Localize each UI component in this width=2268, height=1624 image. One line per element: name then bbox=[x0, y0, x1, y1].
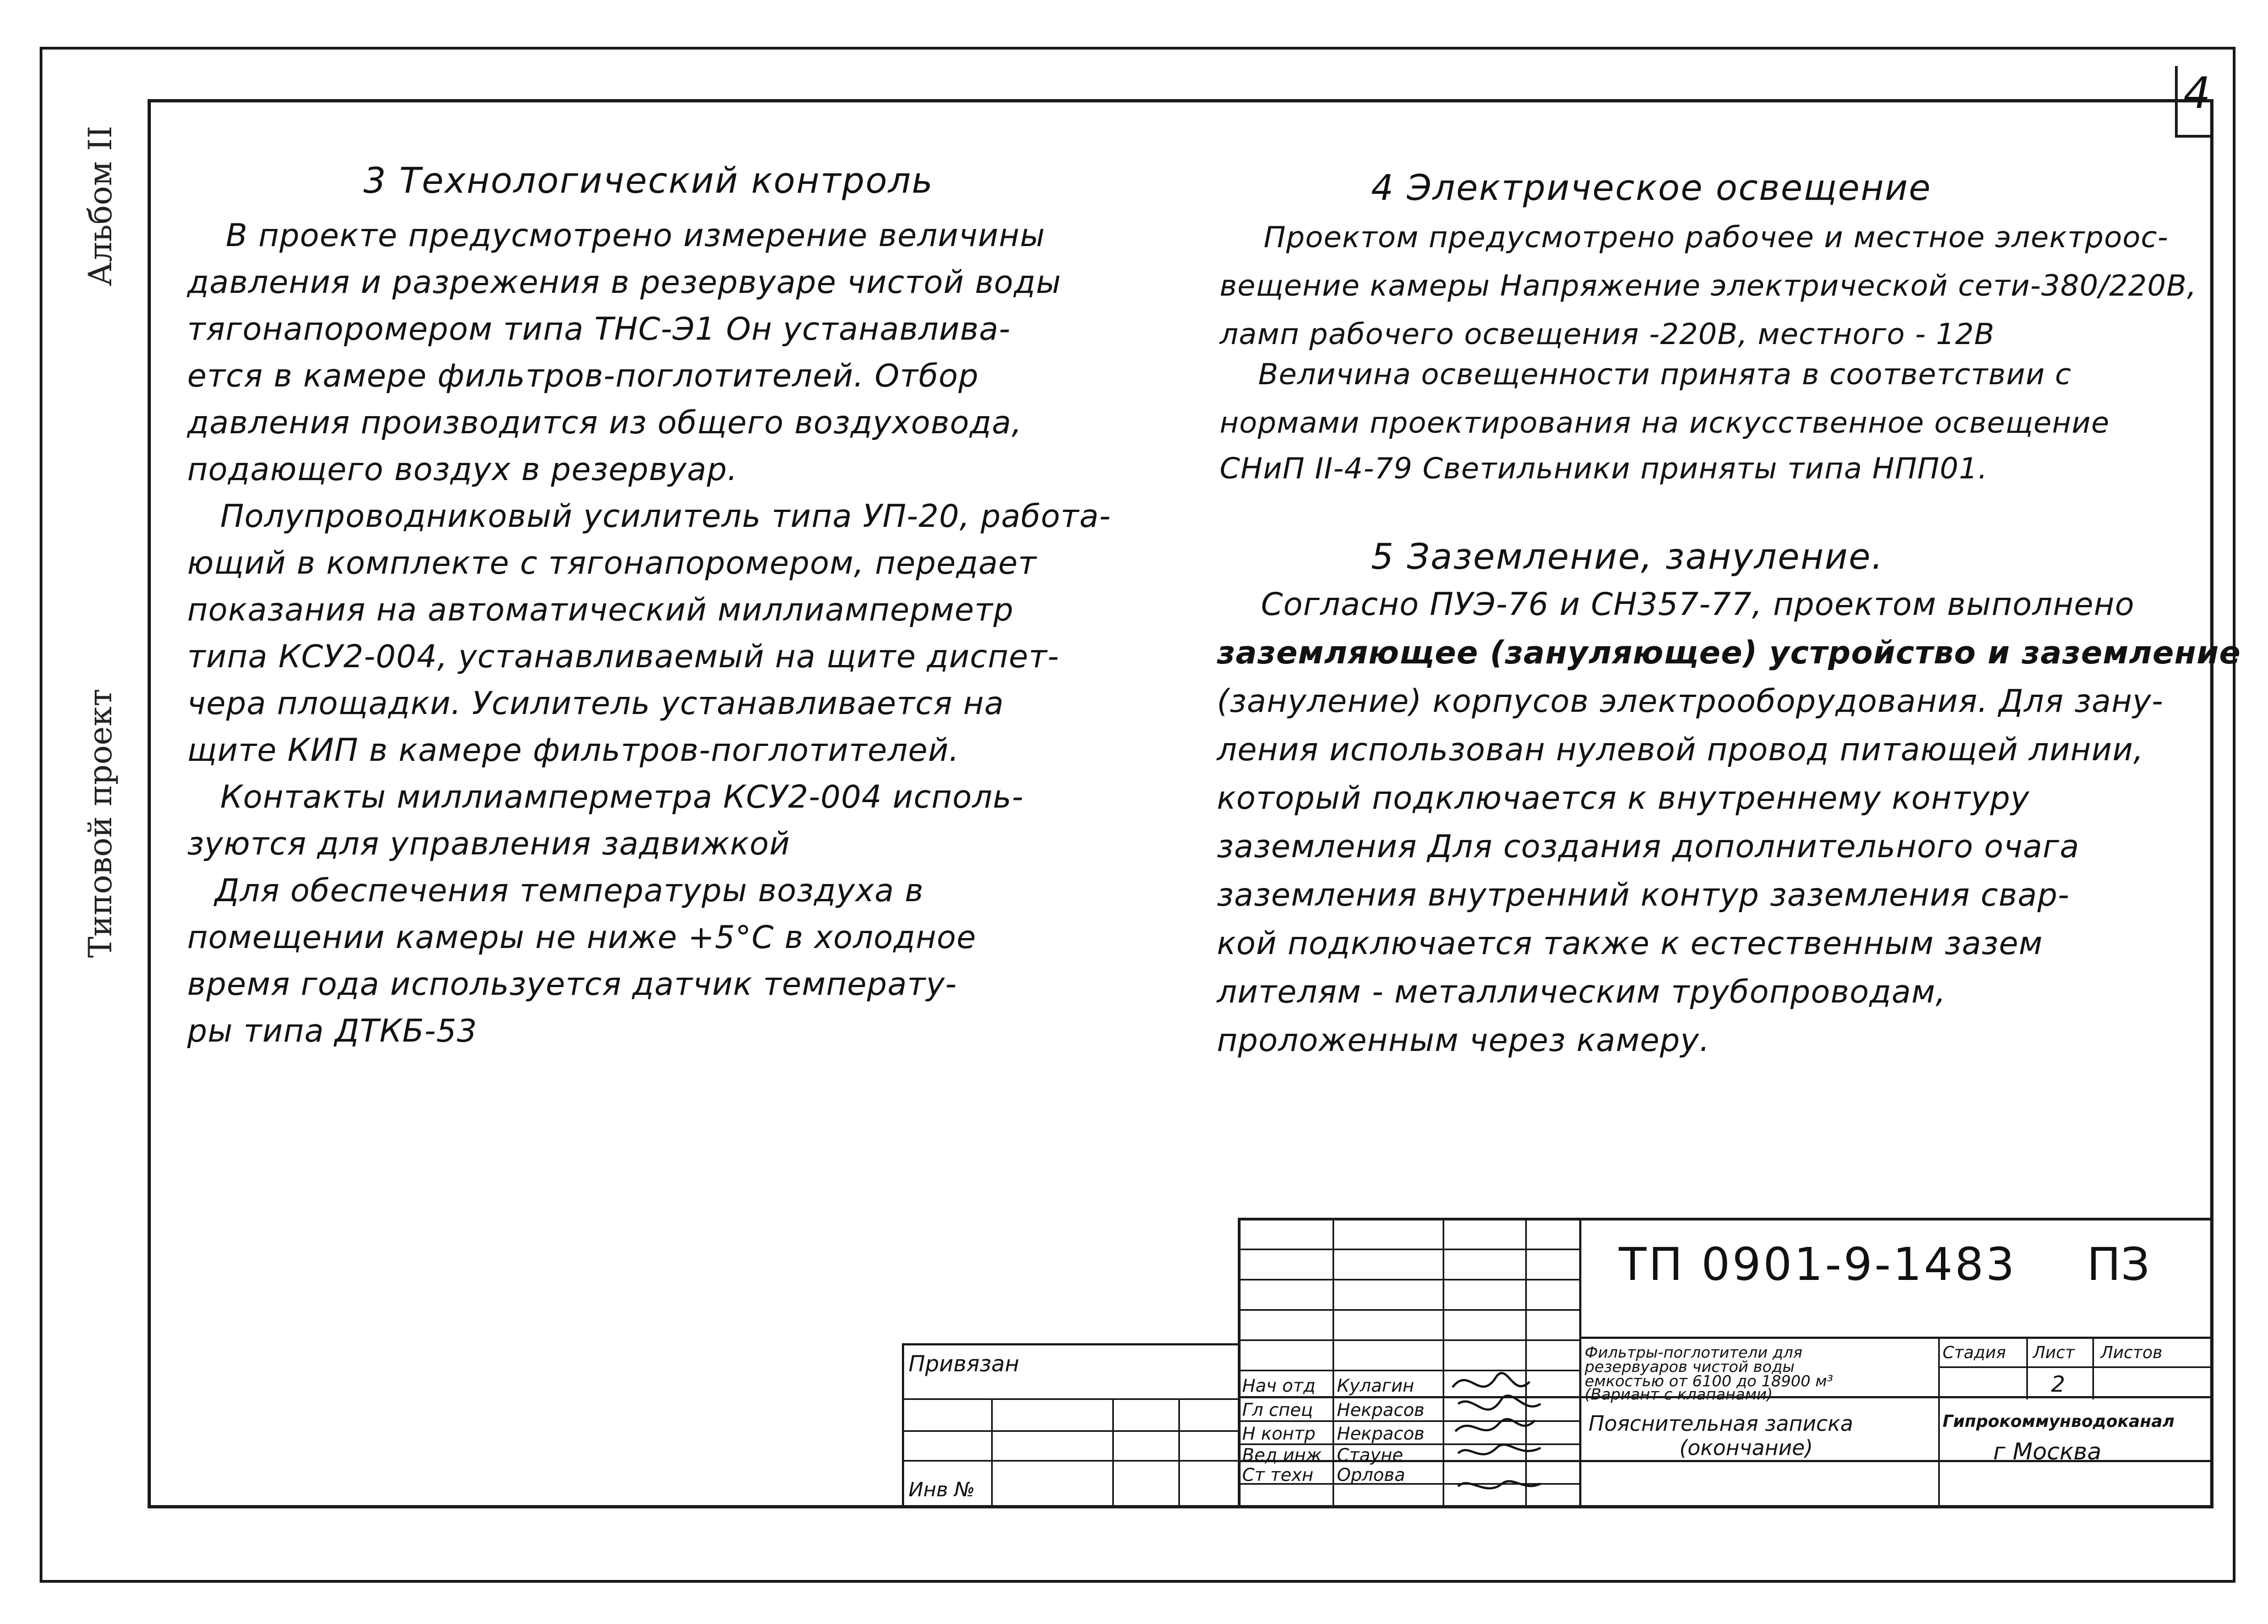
text-line: типа КСУ2-004, устанавливаемый на щите диспет- bbox=[187, 639, 1059, 675]
privyazan-row3 bbox=[902, 1460, 1238, 1462]
text-line: тягонапоромером типа ТНС-Э1 Он устанавлива- bbox=[187, 311, 1011, 347]
stamp-code-bottom bbox=[1579, 1337, 2213, 1339]
section4-title: 4 Электрическое освещение bbox=[1371, 168, 1932, 209]
inner-frame-bottom bbox=[148, 1505, 2213, 1508]
stamp-vline bbox=[1579, 1218, 1581, 1506]
role-label: Ст техн bbox=[1242, 1464, 1314, 1485]
doc-title-line: (окончание) bbox=[1679, 1436, 1813, 1460]
stamp-top bbox=[1238, 1218, 2213, 1220]
inner-frame-top bbox=[148, 99, 2213, 102]
privyazan-col2 bbox=[1112, 1398, 1114, 1506]
stamp-vline-right3 bbox=[2092, 1337, 2094, 1399]
text-line: время года используется датчик температу- bbox=[187, 966, 958, 1002]
privyazan-label: Привязан bbox=[909, 1351, 1020, 1377]
signatures bbox=[1447, 1365, 1579, 1508]
text-line: В проекте предусмотрено измерение величины bbox=[226, 217, 1046, 254]
text-line: помещении камеры не ниже +5°С в холодное bbox=[187, 919, 977, 956]
person-name: Орлова bbox=[1337, 1464, 1405, 1485]
text-line: подающего воздух в резервуар. bbox=[187, 451, 738, 488]
object-title-line: резервуаров чистой воды bbox=[1585, 1358, 1795, 1376]
text-line: который подключается к внутреннему контуру bbox=[1217, 780, 2030, 816]
city: г Москва bbox=[1993, 1438, 2102, 1465]
text-line: ется в камере фильтров-поглотителей. Отбор bbox=[187, 358, 979, 394]
text-line: Согласно ПУЭ-76 и СН357-77, проектом выполнено bbox=[1261, 586, 2135, 623]
text-line: Контакты миллиамперметра КСУ2-004 исполь- bbox=[220, 779, 1024, 815]
stamp-hline-right bbox=[1938, 1366, 2213, 1368]
text-line: щите КИП в камере фильтров-поглотителей. bbox=[187, 732, 960, 769]
text-line: заземления внутренний контур заземления свар- bbox=[1217, 877, 2070, 913]
text-line: проложенным через камеру. bbox=[1217, 1022, 1710, 1059]
sheet-label: Лист bbox=[2033, 1343, 2075, 1363]
text-line: кой подключается также к естественным зазем bbox=[1217, 925, 2043, 962]
role-label: Н контр bbox=[1242, 1423, 1316, 1444]
person-name: Стауне bbox=[1337, 1445, 1404, 1465]
text-line: заземляющее (зануляющее) устройство и заземление bbox=[1217, 635, 2241, 671]
sheet-value: 2 bbox=[2051, 1372, 2065, 1397]
sheet-number: 4 bbox=[2183, 69, 2211, 118]
section5-title: 5 Заземление, зануление. bbox=[1371, 537, 1884, 577]
outer-frame-left bbox=[40, 47, 42, 1583]
stamp-hline bbox=[1238, 1279, 1579, 1280]
stage-label: Стадия bbox=[1943, 1343, 2006, 1363]
object-title-line: (Вариант с клапанами) bbox=[1585, 1385, 1773, 1403]
project-type-label: Типовой проект bbox=[81, 689, 119, 958]
inv-no-label: Инв № bbox=[909, 1479, 975, 1501]
person-name: Некрасов bbox=[1337, 1423, 1425, 1444]
sheets-label: Листов bbox=[2101, 1343, 2163, 1363]
sheet-number-box-left bbox=[2175, 66, 2178, 138]
role-label: Нач отд bbox=[1242, 1375, 1316, 1396]
privyazan-box-left bbox=[902, 1343, 904, 1506]
inner-frame-right bbox=[2210, 99, 2213, 1507]
privyazan-row2 bbox=[902, 1430, 1238, 1432]
text-line: ры типа ДТКБ-53 bbox=[187, 1013, 477, 1049]
text-line: Для обеспечения температуры воздуха в bbox=[215, 873, 924, 909]
person-name: Некрасов bbox=[1337, 1399, 1425, 1420]
text-line: давления и разрежения в резервуаре чистой воды bbox=[187, 264, 1062, 301]
privyazan-row1 bbox=[902, 1398, 1238, 1400]
text-line: заземления Для создания дополнительного очага bbox=[1217, 829, 2080, 865]
text-line: нормами проектирования на искусственное освещение bbox=[1220, 406, 2110, 440]
text-line: ления использован нулевой провод питающей линии, bbox=[1217, 732, 2144, 768]
outer-frame-right bbox=[2233, 47, 2236, 1583]
doc-title-line: Пояснительная записка bbox=[1589, 1412, 1853, 1436]
outer-frame-bottom bbox=[40, 1580, 2236, 1583]
object-title-line: Фильтры-поглотители для bbox=[1585, 1343, 1803, 1361]
role-label: Вед инж bbox=[1242, 1445, 1322, 1465]
text-line: Проектом предусмотрено рабочее и местное электроос- bbox=[1264, 221, 2169, 254]
text-line: давления производится из общего воздуховода, bbox=[187, 405, 1022, 441]
stamp-vline-right2 bbox=[2026, 1337, 2028, 1399]
text-line: лителям - металлическим трубопроводам, bbox=[1217, 974, 1946, 1010]
stamp-left bbox=[1238, 1218, 1241, 1506]
stamp-vline-right1 bbox=[1938, 1337, 1940, 1506]
privyazan-col1 bbox=[991, 1398, 993, 1506]
stamp-hline bbox=[1238, 1339, 1579, 1341]
album-label: Альбом II bbox=[81, 126, 119, 286]
doc-mark: ПЗ bbox=[2087, 1239, 2150, 1291]
privyazan-col3 bbox=[1178, 1398, 1180, 1506]
text-line: показания на автоматический миллиамперметр bbox=[187, 592, 1014, 628]
text-line: зуются для управления задвижкой bbox=[187, 826, 791, 862]
text-line: вещение камеры Напряжение электрической сети-380/220В, bbox=[1220, 269, 2197, 303]
text-line: Полупроводниковый усилитель типа УП-20, работа- bbox=[220, 498, 1111, 535]
text-line: СНиП II-4-79 Светильники приняты типа НПП01. bbox=[1220, 452, 1988, 486]
text-line: ламп рабочего освещения -220В, местного - 12В bbox=[1220, 318, 1995, 351]
text-line: чера площадки. Усилитель устанавливается на bbox=[187, 685, 1004, 722]
person-name: Кулагин bbox=[1337, 1375, 1415, 1396]
stamp-hline bbox=[1238, 1309, 1579, 1311]
stamp-vline bbox=[1332, 1218, 1334, 1506]
organization: Гипрокоммунводоканал bbox=[1943, 1412, 2175, 1431]
doc-code: ТП 0901-9-1483 bbox=[1619, 1239, 2017, 1291]
stamp-hline bbox=[1238, 1249, 1579, 1250]
privyazan-box-top bbox=[902, 1343, 1238, 1345]
text-line: ющий в комплекте с тягонапоромером, передает bbox=[187, 545, 1037, 581]
sheet-number-box-bottom bbox=[2175, 135, 2213, 138]
object-title-line: емкостью от 6100 до 18900 м³ bbox=[1585, 1372, 1834, 1390]
stamp-vline bbox=[1443, 1218, 1444, 1506]
text-line: (зануление) корпусов электрооборудования. Для зану- bbox=[1217, 683, 2164, 720]
role-label: Гл спец bbox=[1242, 1399, 1313, 1420]
outer-frame-top bbox=[40, 47, 2236, 50]
text-line: Величина освещенности принята в соответствии с bbox=[1258, 358, 2072, 391]
inner-frame-left bbox=[148, 99, 151, 1507]
section3-title: 3 Технологический контроль bbox=[363, 161, 934, 201]
